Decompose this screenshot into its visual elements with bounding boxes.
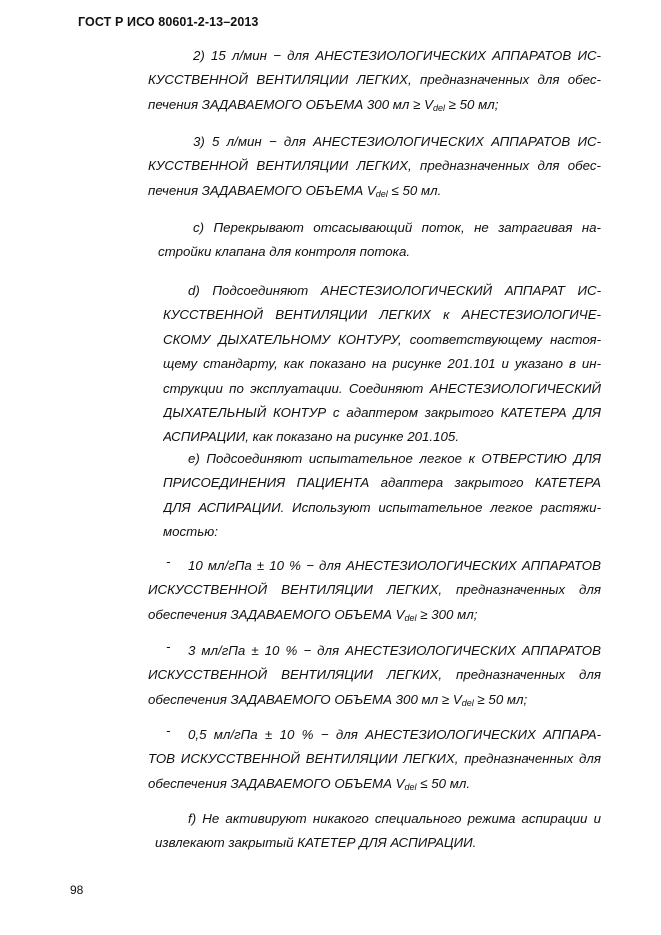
- subscript: del: [404, 612, 417, 623]
- paragraph: [148, 639, 601, 712]
- text-line: щему стандарту, как показано на рисунке 201.101 и указано в ин-: [163, 356, 601, 372]
- text-line: СКОМУ ДЫХАТЕЛЬНОМУ КОНТУРУ, соответствующему настоя-: [163, 331, 601, 347]
- text-run: печения ЗАДАВАЕМОГО ОБЪЕМА V: [148, 182, 376, 198]
- text-run: ≥ 300 мл;: [416, 606, 478, 622]
- paragraph: [148, 807, 601, 856]
- text-line: стройки клапана для контроля потока.: [158, 244, 411, 260]
- text-line: 3 мл/гПа ± 10 % − для АНЕСТЕЗИОЛОГИЧЕСКИХ АППАРАТОВ: [188, 643, 601, 658]
- text-run: обеспечения ЗАДАВАЕМОГО ОБЪЕМА V: [148, 606, 405, 622]
- subscript: del: [404, 781, 417, 792]
- text-line: мостью:: [163, 524, 218, 540]
- paragraph: [148, 279, 601, 450]
- subscript: del: [375, 188, 388, 199]
- text-line: КУССТВЕННОЙ ВЕНТИЛЯЦИИ ЛЕГКИХ, предназначенных для обес-: [148, 72, 601, 88]
- text-line: ИСКУССТВЕННОЙ ВЕНТИЛЯЦИИ ЛЕГКИХ, предназначенных для: [148, 582, 601, 598]
- text-line: d) Подсоединяют АНЕСТЕЗИОЛОГИЧЕСКИЙ АППАРАТ ИС-: [188, 283, 601, 298]
- text-line: ПРИСОЕДИНЕНИЯ ПАЦИЕНТА адаптера закрытого КАТЕТЕРА: [163, 475, 601, 491]
- text-run: обеспечения ЗАДАВАЕМОГО ОБЪЕМА V: [148, 775, 405, 791]
- paragraph: [148, 44, 601, 117]
- text-line: [148, 688, 601, 712]
- paragraph: [148, 554, 601, 627]
- text-line: [148, 772, 601, 796]
- text-line: c) Перекрывают отсасывающий поток, не затрагивая на-: [193, 220, 601, 235]
- document-header: ГОСТ Р ИСО 80601-2-13–2013: [78, 15, 259, 29]
- list-dash: -: [166, 723, 171, 738]
- text-line: ТОВ ИСКУССТВЕННОЙ ВЕНТИЛЯЦИИ ЛЕГКИХ, предназначенных для: [148, 751, 601, 767]
- subscript: del: [461, 697, 474, 708]
- text-line: 2) 15 л/мин − для АНЕСТЕЗИОЛОГИЧЕСКИХ АППАРАТОВ ИС-: [193, 48, 601, 63]
- text-run: ≤ 50 мл.: [387, 182, 442, 198]
- text-line: [148, 93, 601, 117]
- text-line: КУССТВЕННОЙ ВЕНТИЛЯЦИИ ЛЕГКИХ, предназначенных для обес-: [148, 158, 601, 174]
- list-dash: -: [166, 639, 171, 654]
- text-line: e) Подсоединяют испытательное легкое к ОТВЕРСТИЮ ДЛЯ: [188, 451, 601, 466]
- text-line: [148, 179, 601, 203]
- text-line: f) Не активируют никакого специального режима аспирации и: [188, 811, 601, 826]
- paragraph: [148, 447, 601, 545]
- paragraph: [148, 130, 601, 203]
- text-line: 3) 5 л/мин − для АНЕСТЕЗИОЛОГИЧЕСКИХ АППАРАТОВ ИС-: [193, 134, 601, 149]
- text-line: извлекают закрытый КАТЕТЕР ДЛЯ АСПИРАЦИИ.: [155, 835, 477, 851]
- text-run: печения ЗАДАВАЕМОГО ОБЪЕМА 300 мл ≥ V: [148, 96, 433, 112]
- text-line: 0,5 мл/гПа ± 10 % − для АНЕСТЕЗИОЛОГИЧЕСКИХ АППАРА-: [188, 727, 601, 742]
- text-line: ДЫХАТЕЛЬНЫЙ КОНТУР с адаптером закрытого КАТЕТЕРА ДЛЯ: [163, 404, 601, 420]
- text-line: 10 мл/гПа ± 10 % − для АНЕСТЕЗИОЛОГИЧЕСКИХ АППАРАТОВ: [188, 558, 601, 573]
- text-line: струкции по эксплуатации. Соединяют АНЕСТЕЗИОЛОГИЧЕСКИЙ: [163, 380, 601, 396]
- text-line: АСПИРАЦИИ, как показано на рисунке 201.105.: [163, 429, 460, 445]
- text-run: ≥ 50 мл;: [444, 96, 499, 112]
- text-run: ≥ 50 мл;: [473, 691, 528, 707]
- text-line: [148, 603, 601, 627]
- text-line: КУССТВЕННОЙ ВЕНТИЛЯЦИИ ЛЕГКИХ к АНЕСТЕЗИОЛОГИЧЕ-: [163, 307, 601, 323]
- page-number: 98: [70, 883, 84, 897]
- list-dash: -: [166, 554, 171, 569]
- subscript: del: [432, 102, 445, 113]
- paragraph: [148, 723, 601, 796]
- text-run: обеспечения ЗАДАВАЕМОГО ОБЪЕМА 300 мл ≥ V: [148, 691, 462, 707]
- paragraph: [148, 216, 601, 265]
- text-line: ИСКУССТВЕННОЙ ВЕНТИЛЯЦИИ ЛЕГКИХ, предназначенных для: [148, 667, 601, 683]
- text-line: ДЛЯ АСПИРАЦИИ. Используют испытательное легкое растяжи-: [163, 499, 601, 515]
- text-run: ≤ 50 мл.: [416, 775, 471, 791]
